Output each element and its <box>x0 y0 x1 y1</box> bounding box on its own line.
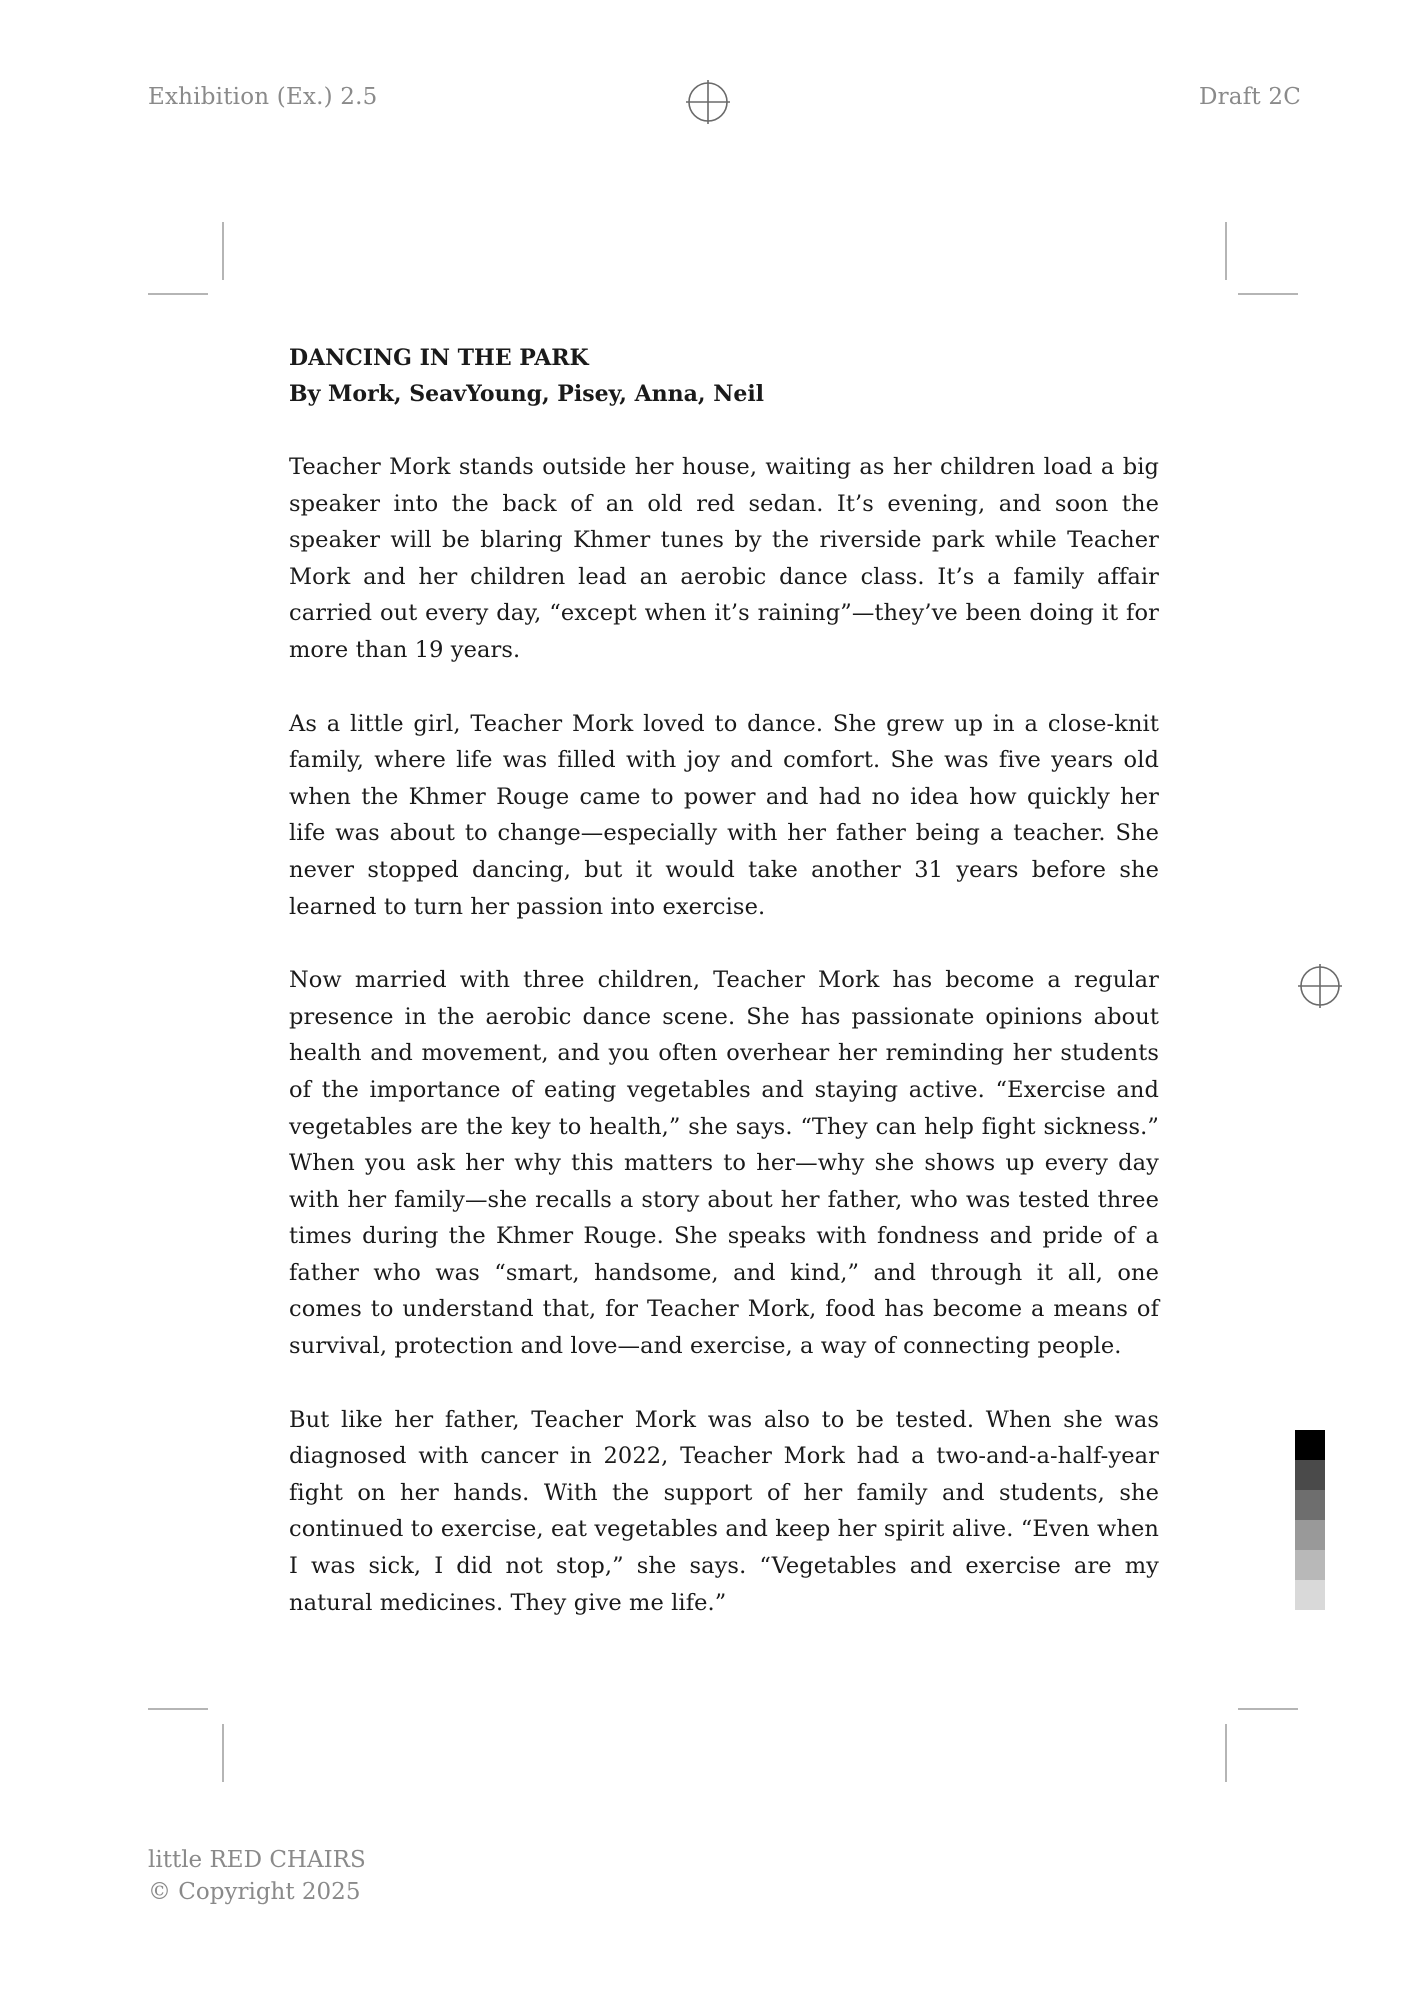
crop-mark-top-left-horizontal <box>148 293 208 295</box>
article-title: DANCING IN THE PARK <box>289 345 589 371</box>
article-paragraph-2: As a little girl, Teacher Mork loved to dance. She grew up in a close-knit family, where life was filled with joy and comfort. She was five years old when the Khmer Rouge came to power and had no idea how quickly her life was about to change—especially with her father being a teacher. She never stopped dancing, but it would take another 31 years before she learned to turn her passion into exercise. <box>289 710 1159 920</box>
article-paragraph-1: Teacher Mork stands outside her house, waiting as her children load a big speaker into the back of an old red sedan. It’s evening, and soon the speaker will be blaring Khmer tunes by the riverside park while Teacher Mork and her children lead an aerobic dance class. It’s a family affair carried out every day, “except when it’s raining”—they’ve been doing it for more than 19 years. <box>289 454 1159 663</box>
article-paragraph-4: But like her father, Teacher Mork was also to be tested. When she was diagnosed with cancer in 2022, Teacher Mork had a two-and-a-half-year fight on her hands. With the support of her family and students, she continued to exercise, eat vegetables and keep her spirit alive. “Even when I was sick, I did not stop,” she says. “Vegetables and exercise are my natural medicines. They give me life.” <box>289 1406 1159 1616</box>
crop-mark-top-left-vertical <box>222 222 224 280</box>
grayscale-color-bar <box>1295 1430 1325 1610</box>
color-swatch <box>1295 1460 1325 1490</box>
crop-mark-bottom-right-horizontal <box>1238 1708 1298 1710</box>
registration-mark-side-icon <box>1298 964 1342 1008</box>
article-byline: By Mork, SeavYoung, Pisey, Anna, Neil <box>289 381 765 407</box>
color-swatch <box>1295 1430 1325 1460</box>
footer <box>148 1844 366 1908</box>
footer-copyright: © Copyright 2025 <box>148 1879 361 1905</box>
color-swatch <box>1295 1490 1325 1520</box>
registration-mark-icon <box>686 80 730 124</box>
header-exhibition-label: Exhibition (Ex.) 2.5 <box>148 84 378 110</box>
crop-mark-bottom-left-vertical <box>222 1724 224 1782</box>
crop-mark-bottom-left-horizontal <box>148 1708 208 1710</box>
article-paragraph-3: Now married with three children, Teacher Mork has become a regular presence in the aerobic dance scene. She has passionate opinions about health and movement, and you often overhear her reminding her students of the importance of eating vegetables and staying active. “Exercise and vegetables are the key to health,” she says. “They can help fight sickness.” When you ask her why this matters to her—why she shows up every day with her family—she recalls a story about her father, who was tested three times during the Khmer Rouge. She speaks with fondness and pride of a father who was “smart, handsome, and kind,” and through it all, one comes to understand that, for Teacher Mork, food has become a means of survival, protection and love—and exercise, a way of connecting people. <box>289 967 1159 1360</box>
color-swatch <box>1295 1550 1325 1580</box>
header-draft-label: Draft 2C <box>1198 84 1301 110</box>
crop-mark-bottom-right-vertical <box>1225 1724 1227 1782</box>
article <box>289 340 1159 1658</box>
color-swatch <box>1295 1580 1325 1610</box>
color-swatch <box>1295 1520 1325 1550</box>
footer-brand: little RED CHAIRS <box>148 1847 366 1873</box>
crop-mark-top-right-vertical <box>1225 222 1227 280</box>
crop-mark-top-right-horizontal <box>1238 293 1298 295</box>
